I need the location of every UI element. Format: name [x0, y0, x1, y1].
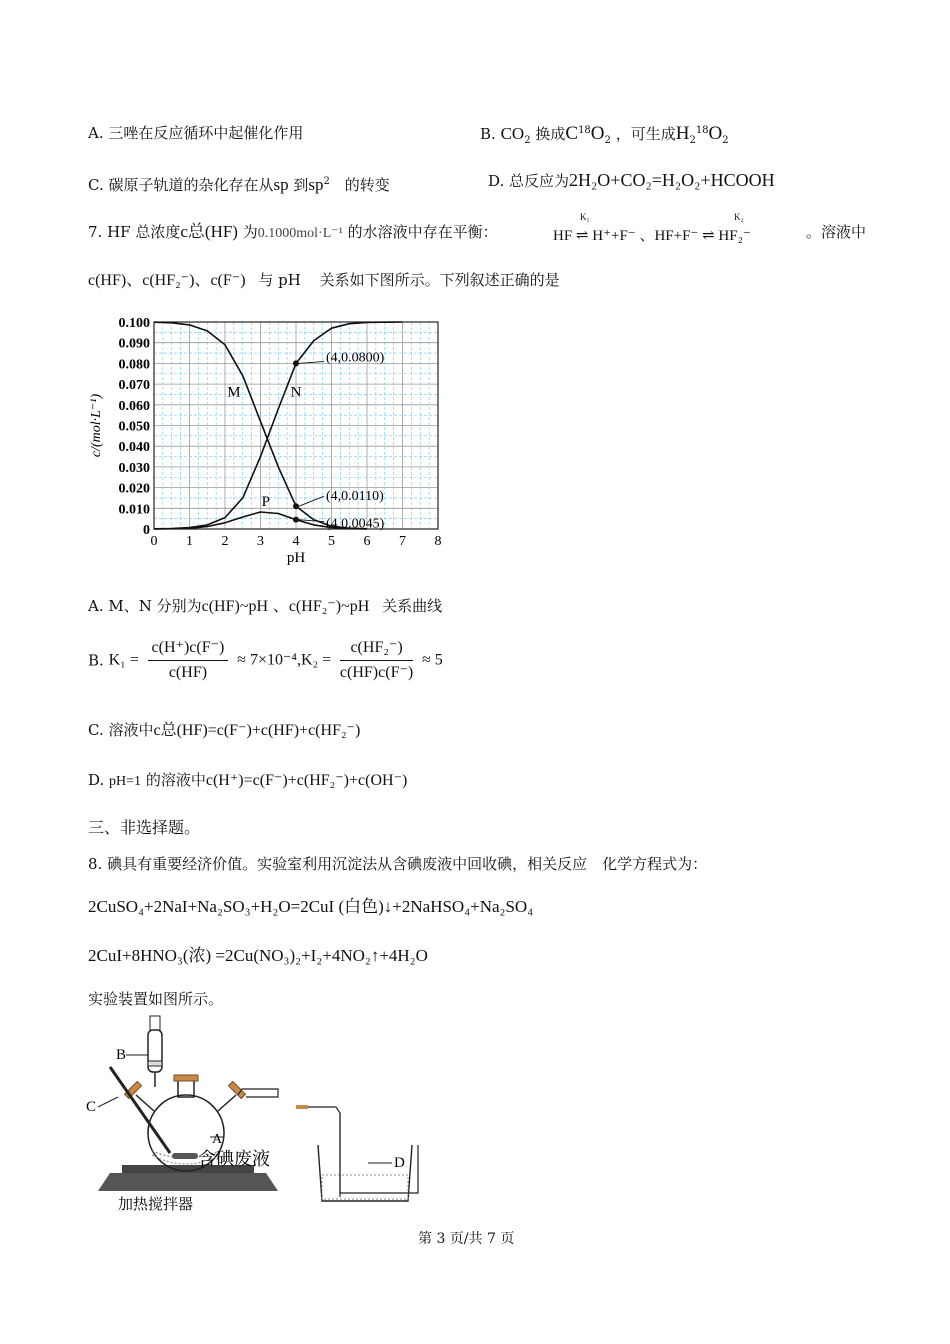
annotation-point: [293, 360, 299, 366]
x-tick-label: 8: [434, 534, 442, 549]
q7-option-a: A. M、N 分别为c(HF)~pH 、c(HF₂⁻)~pH 关系曲线: [88, 597, 443, 615]
y-tick-label: 0: [143, 523, 150, 538]
label-a: A: [212, 1132, 223, 1147]
q7-option-c: C. 溶液中c总(HF)=c(F⁻)+c(HF)+c(HF₂⁻): [88, 721, 361, 739]
x-tick-label: 1: [186, 534, 193, 549]
q7-option-b: B. K₁ = $\frac{c(H^+)c(F^-)}{c(HF)}$ ≈ 7×10⁻⁴,K₂ = $\frac{\text{c(HF₂⁻)}}{c(HF)c(F^-)}$ ≈ 5: [88, 639, 443, 681]
chart-svg: [78, 310, 458, 575]
chart-labels: [227, 350, 384, 531]
q7-k2-label: K₂: [734, 212, 744, 222]
heater-base-shape: [98, 1173, 278, 1191]
x-tick-label: 0: [150, 534, 158, 549]
y-tick-label: 0.080: [118, 357, 150, 373]
y-tick-label: 0.070: [118, 378, 150, 394]
annotation-label: (4,0.0045): [326, 516, 385, 532]
x-tick-label: 2: [221, 534, 229, 549]
q7-stem-line1: 7. HF 总浓度c总(HF) 为0.1000mol·L⁻¹ 的水溶液中存在平衡：: [88, 222, 498, 241]
annotation-point: [293, 503, 299, 509]
q7-option-d: D. pH=1 的溶液中c(H⁺)=c(F⁻)+c(HF₂⁻)+c(OH⁻): [88, 771, 408, 789]
y-tick-label: 0.050: [118, 419, 150, 435]
y-tick-label: 0.020: [118, 481, 150, 497]
chart-grid: [154, 322, 438, 529]
q8-equation-1: 2CuSO₄+2NaI+Na₂SO₃+H₂O=2CuI (白色)↓+2NaHSO₄+Na₂SO₄: [88, 897, 534, 916]
x-tick-label: 5: [328, 534, 335, 549]
curve-label-N: N: [290, 384, 302, 401]
curve-label-P: P: [261, 494, 270, 511]
annotation-point: [293, 517, 299, 523]
section-heading: 三、非选择题。: [88, 818, 201, 837]
q7-stem-line2: c(HF)、c(HF₂⁻)、c(F⁻) 与 pH 关系如下图所示。下列叙述正确的是: [88, 271, 560, 289]
q7-equilibrium: HF ⇌ H⁺+F⁻ 、HF+F⁻ ⇌ HF₂⁻: [553, 228, 751, 244]
q6-option-d: D. 总反应为2H₂O+CO₂=H₂O₂+HCOOH: [488, 170, 775, 190]
y-tick-label: 0.040: [118, 440, 150, 456]
label-b: B: [116, 1047, 127, 1063]
chart-axes: [89, 316, 442, 566]
x-axis-label: pH: [286, 550, 306, 566]
curve-label-M: M: [227, 384, 241, 401]
y-tick-label: 0.060: [118, 398, 150, 414]
q8-stem: 8. 碘具有重要经济价值。实验室利用沉淀法从含碘废液中回收碘，相关反应 化学方程式为：: [88, 855, 708, 873]
x-tick-label: 3: [257, 534, 264, 549]
x-tick-label: 6: [363, 534, 371, 549]
concentration-ph-chart: [78, 310, 458, 575]
page-footer: 第 3 页/共 7 页: [418, 1231, 515, 1247]
q7-k1-label: K₁: [580, 212, 590, 222]
q8-equation-2: 2CuI+8HNO₃(浓) =2Cu(NO₃)₂+I₂+4NO₂↑+4H₂O: [88, 946, 428, 965]
q6-option-b: B. $CO_2$ 换成$C^{18}O_2$ ，可生成$H_2^{18}O_2$: [480, 123, 729, 146]
y-tick-label: 0.090: [118, 336, 150, 352]
apparatus-diagram: [78, 1015, 438, 1215]
q7-stem-end: 。溶液中: [806, 223, 867, 241]
annotation-label: (4,0.0800): [326, 350, 385, 366]
q6-option-c: C. 碳原子轨道的杂化存在从sp 到$sp^2$ 的转变: [88, 175, 390, 194]
x-tick-label: 4: [292, 534, 300, 549]
label-c: C: [86, 1099, 97, 1115]
label-waste-liquid: 含碘废液: [198, 1149, 270, 1170]
annotation-label: (4,0.0110): [326, 489, 384, 505]
thermometer-shape: [110, 1067, 170, 1153]
label-d: D: [394, 1155, 405, 1171]
label-heater-stirrer: 加热搅拌器: [118, 1195, 194, 1213]
x-tick-label: 7: [399, 534, 406, 549]
y-tick-label: 0.030: [118, 460, 150, 476]
q8-apparatus-intro: 实验装置如图所示。: [88, 990, 224, 1008]
q6-option-a: A. 三唑在反应循环中起催化作用: [88, 124, 304, 142]
y-tick-label: 0.100: [118, 316, 150, 331]
y-axis-label: c/(mol·L⁻¹): [89, 393, 104, 458]
y-tick-label: 0.010: [118, 502, 150, 518]
apparatus-svg: [78, 1015, 438, 1215]
